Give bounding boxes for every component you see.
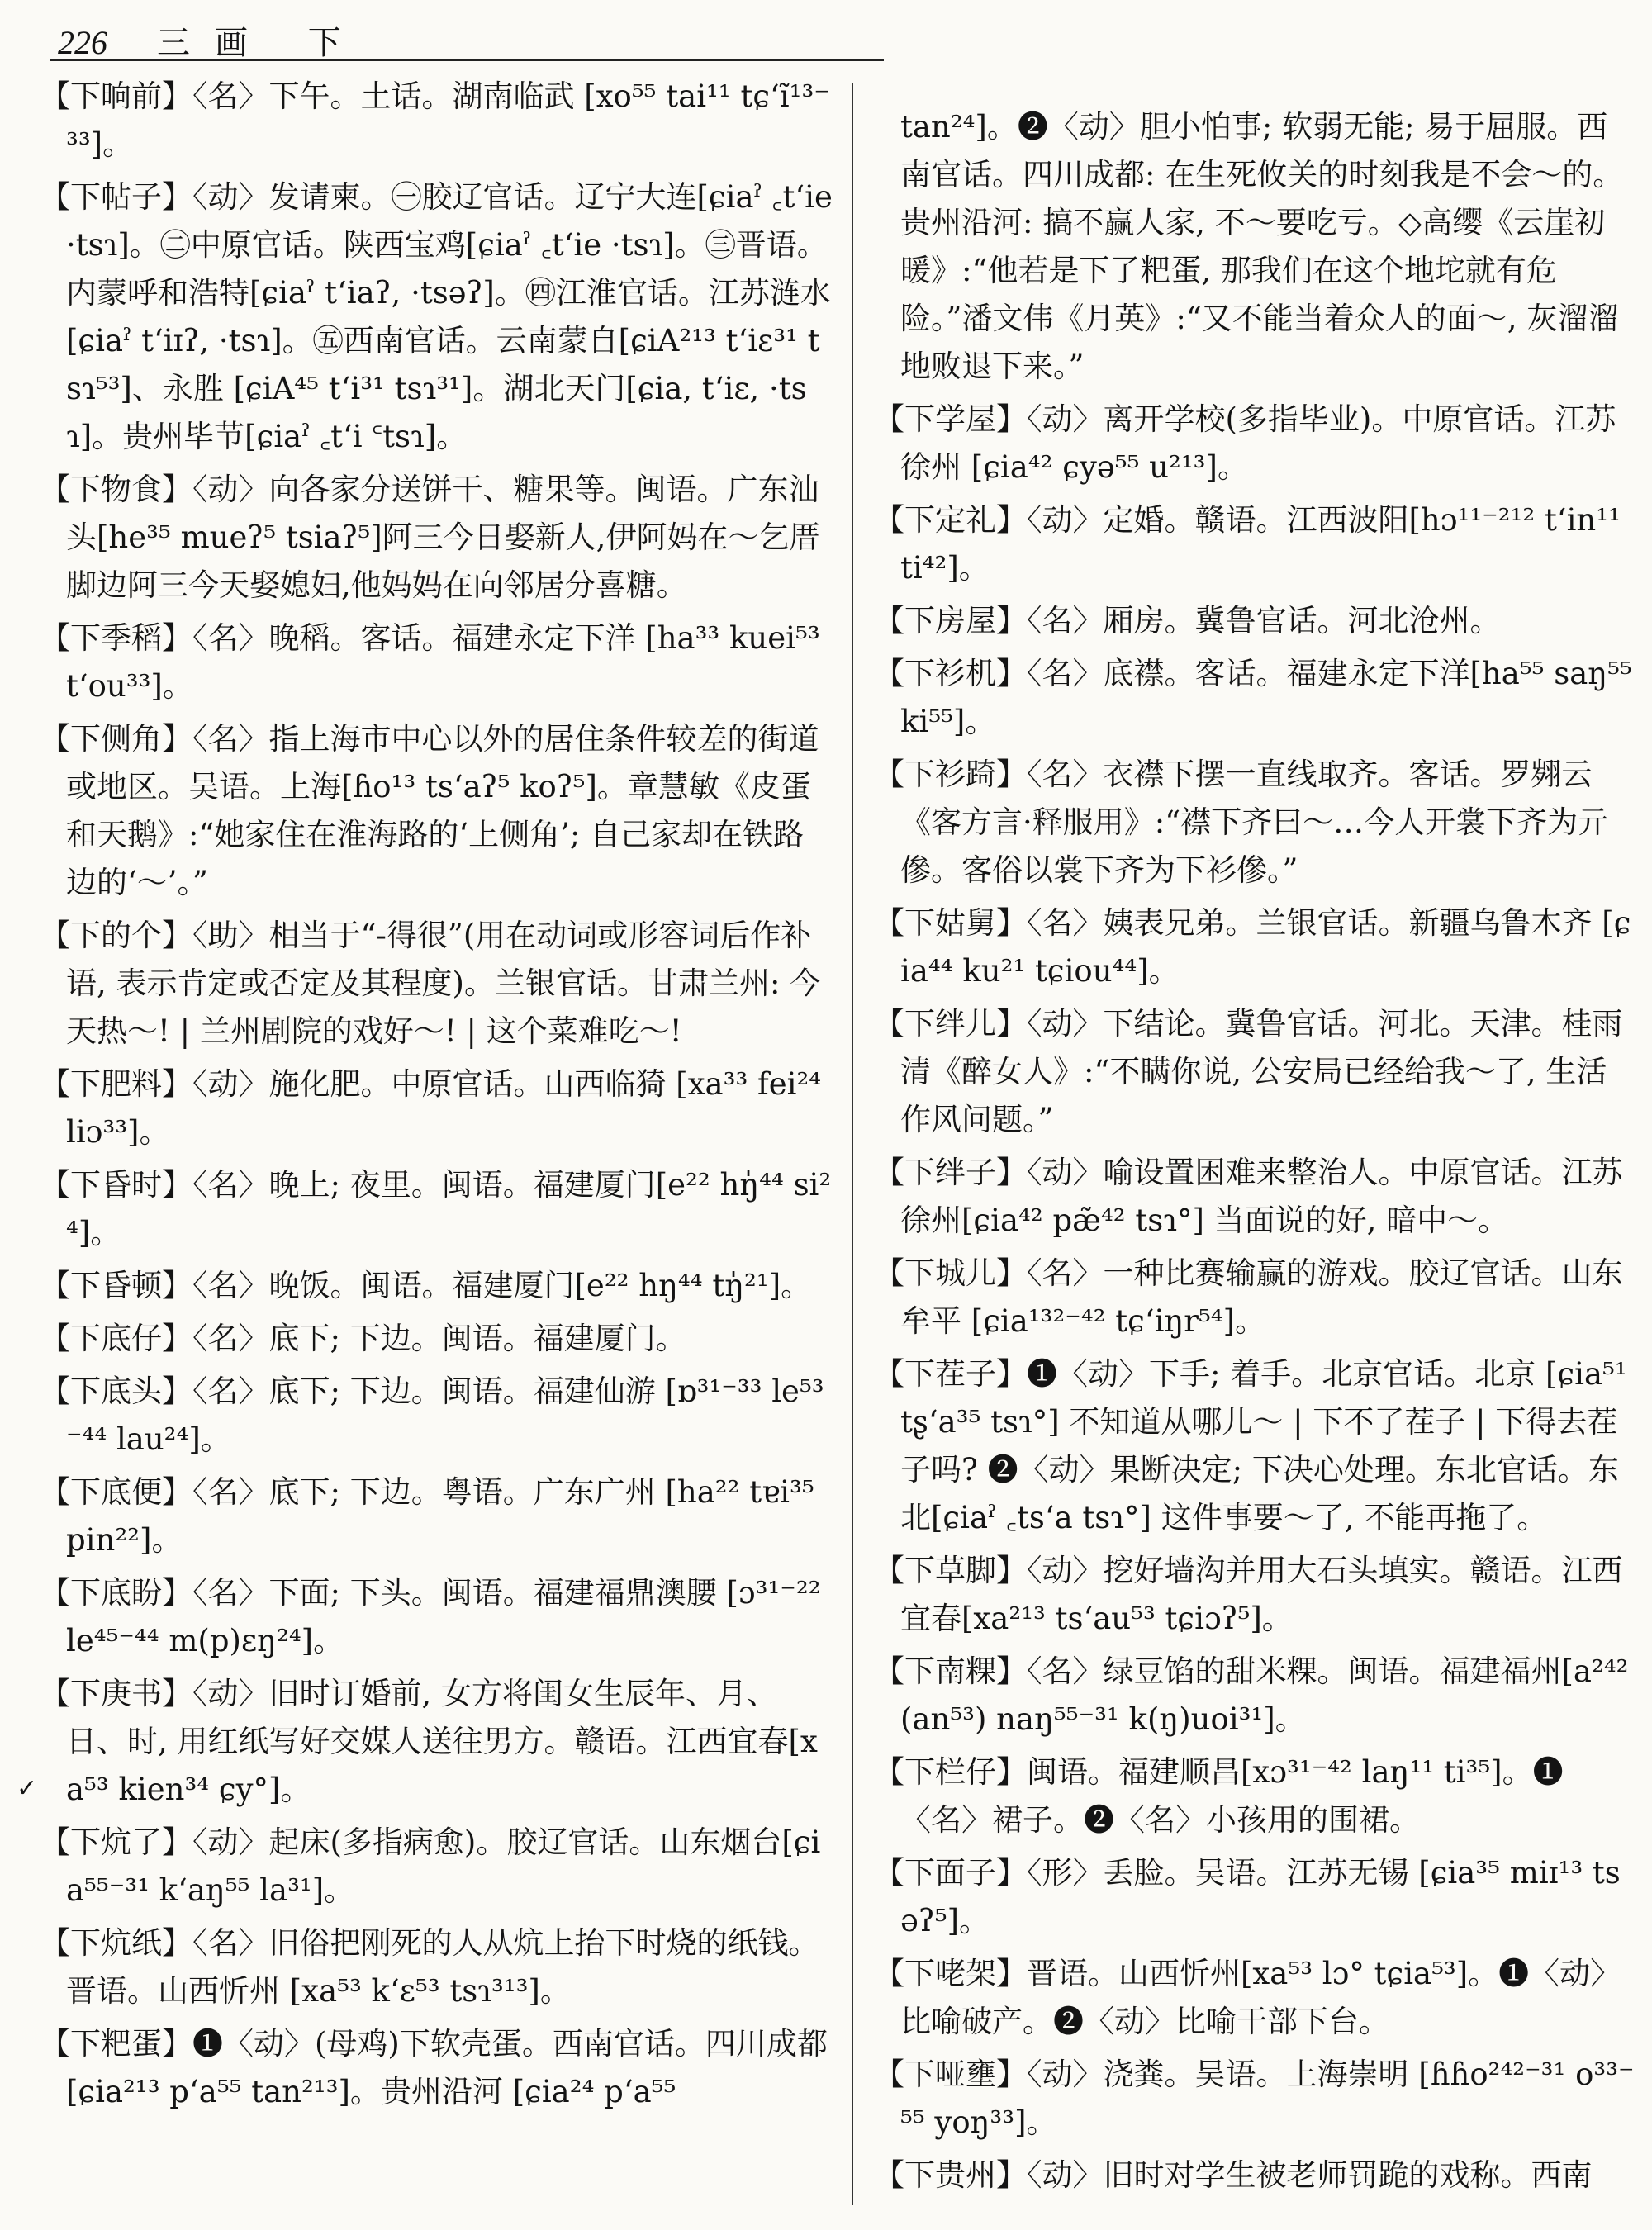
dictionary-entry: 【下面子】〈形〉丢脸。吴语。江苏无锡 [ɕia³⁵ miɪ¹³ tsəʔ⁵]。: [874, 1855, 1621, 1938]
entry-continuation: tan²⁴]。❷〈动〉胆小怕事; 软弱无能; 易于屈服。西南官话。四川成都: 在生死攸关的时刻我是不会～的。贵州沿河: 搞不赢人家, 不～要吃亏。◇高缨《云崖初暖》:“他若是下了粑蛋, 那我们在这个地坨就有危险。”潘文伟《月英》:“又不能当着众人的面～, 灰溜溜地败退下来。”: [900, 109, 1624, 384]
dictionary-entry: 【下炕了】〈动〉起床(多指病愈)。胶辽官话。山东烟台[ɕia⁵⁵⁻³¹ kʻaŋ⁵⁵ la³¹]。: [40, 1824, 821, 1908]
right-column: [874, 73, 1635, 2204]
dictionary-entry: 【下衫踦】〈名〉衣襟下摆一直线取齐。客话。罗翙云《客方言·释服用》:“襟下齐曰～…今人开裳下齐为亓傪。客俗以裳下齐为下衫傪。”: [874, 757, 1609, 888]
dictionary-entry: 【下底仔】〈名〉底下; 下边。闽语。福建厦门。: [40, 1321, 686, 1356]
dictionary-entry: 【下南粿】〈名〉绿豆馅的甜米粿。闽语。福建福州[a²⁴² (an⁵³) naŋ⁵⁵⁻³¹ k(ŋ)uoi³¹]。: [874, 1654, 1629, 1737]
dictionary-entry: 【下底盼】〈名〉下面; 下头。闽语。福建福鼎澳腰 [ɔ³¹⁻²² le⁴⁵⁻⁴⁴ m(p)ɛŋ²⁴]。: [40, 1575, 821, 1658]
column-divider: [852, 83, 853, 2205]
header-rule: [50, 59, 884, 61]
dictionary-entry: 【下绊儿】〈动〉下结论。冀鲁官话。河北。天津。桂雨清《醉女人》:“不瞒你说, 公安局已经给我～了, 生活作风问题。”: [874, 1006, 1623, 1137]
dictionary-entry: 【下昏时】〈名〉晚上; 夜里。闽语。福建厦门[e²² hŋ̍⁴⁴ si²⁴]。: [40, 1167, 832, 1250]
dictionary-entry: 【下姑舅】〈名〉姨表兄弟。兰银官话。新疆乌鲁木齐 [ɕia⁴⁴ ku²¹ tɕiou⁴⁴]。: [874, 905, 1631, 989]
page-number: 226: [58, 24, 107, 61]
dictionary-entry: 【下的个】〈助〉相当于“-得很”(用在动词或形容词后作补语, 表示肯定或否定及其程度)。兰银官话。甘肃兰州: 今天热～! | 兰州剧院的戏好～! | 这个菜难吃～!: [40, 918, 821, 1049]
dictionary-entry: 【下帖子】〈动〉发请柬。㊀胶辽官话。辽宁大连[ɕiaˀ ꜀tʻie ·tsɿ]。㊁中原官话。陕西宝鸡[ɕiaˀ ꜀tʻie ·tsɿ]。㊂晋语。内蒙呼和浩特[ɕiaˀ tʻiaʔ, ·tsəʔ]。㊃江淮官话。江苏涟水[ɕiaˀ tʻiɪʔ, ·tsɿ]。㊄西南官话。云南蒙自[ɕiA²¹³ tʻiɛ³¹ tsɿ⁵³]、永胜 [ɕiA⁴⁵ tʻi³¹ tsɿ³¹]。湖北天门[ɕia, tʻiɛ, ·tsɿ]。贵州毕节[ɕiaˀ ꜀tʻi ꜂tsɿ]。: [40, 179, 833, 454]
dictionary-entry: 【下衫机】〈名〉底襟。客话。福建永定下洋[ha⁵⁵ saŋ⁵⁵ ki⁵⁵]。: [874, 656, 1632, 739]
dictionary-entry: 【下草脚】〈动〉挖好墙沟并用大石头填实。赣语。江西宜春[xa²¹³ tsʻau⁵³ tɕiɔʔ⁵]。: [874, 1553, 1623, 1636]
dictionary-entry: 【下肥料】〈动〉施化肥。中原官话。山西临猗 [xa³³ fei²⁴ liɔ³³]。: [40, 1066, 822, 1150]
dictionary-entry: 【下粑蛋】❶〈动〉(母鸡)下软壳蛋。西南官话。四川成都 [ɕia²¹³ pʻa⁵⁵ tan²¹³]。贵州沿河 [ɕia²⁴ pʻa⁵⁵: [40, 2026, 828, 2109]
margin-mark: ✓: [17, 1774, 38, 1803]
dictionary-entry: 【下庚书】〈动〉旧时订婚前, 女方将闺女生辰年、月、日、时, 用红纸写好交媒人送往男方。赣语。江西宜春[xa⁵³ kien³⁴ ɕy°]。: [40, 1676, 818, 1807]
dictionary-entry: 【下炕纸】〈名〉旧俗把刚死的人从炕上抬下时烧的纸钱。晋语。山西忻州 [xa⁵³ kʻɛ⁵³ tsɿ³¹³]。: [40, 1925, 819, 2009]
dictionary-entry: 【下晌前】〈名〉下午。土话。湖南临武 [xo⁵⁵ tai¹¹ tɕʻĩ¹³⁻³³]。: [40, 78, 830, 162]
page-header: [58, 17, 366, 66]
dictionary-entry: 【下底头】〈名〉底下; 下边。闽语。福建仙游 [ɒ³¹⁻³³ le⁵³⁻⁴⁴ lau²⁴]。: [40, 1374, 824, 1457]
dictionary-entry: 【下物食】〈动〉向各家分送饼干、糖果等。闽语。广东汕头[he³⁵ mueʔ⁵ tsiaʔ⁵]阿三今日娶新人,伊阿妈在～乞厝脚边阿三今天娶媳妇,他妈妈在向邻居分喜糖。: [40, 472, 820, 603]
dictionary-entry: 【下茬子】❶〈动〉下手; 着手。北京官话。北京 [ɕia⁵¹ tʂʻa³⁵ tsɿ°] 不知道从哪儿～ | 下不了茬子 | 下得去茬子吗? ❷〈动〉果断决定; 下决心处理。东北官话。东北[ɕiaˀ ꜀tsʻa tsɿ°] 这件事要～了, 不能再拖了。: [874, 1356, 1627, 1535]
dictionary-entry: 【下侧角】〈名〉指上海市中心以外的居住条件较差的街道或地区。吴语。上海[ɦo¹³ tsʻaʔ⁵ koʔ⁵]。章慧敏《皮蛋和天鹅》:“她家住在淮海路的‘上侧角’; 自己家却在铁路边的‘～’。”: [40, 721, 819, 900]
left-column: [40, 73, 834, 2121]
dictionary-entry: 【下季稻】〈名〉晚稻。客话。福建永定下洋 [ha³³ kuei⁵³ tʻou³³]。: [40, 620, 820, 704]
dictionary-entry: 【下底便】〈名〉底下; 下边。粤语。广东广州 [ha²² tɐi³⁵ pin²²]。: [40, 1474, 814, 1558]
dictionary-entry: 【下定礼】〈动〉定婚。赣语。江西波阳[hɔ¹¹⁻²¹² tʻin¹¹ ti⁴²]。: [874, 502, 1621, 586]
dictionary-entry: 【下哑壅】〈动〉浇粪。吴语。上海崇明 [ɦɦo²⁴²⁻³¹ o³³⁻⁵⁵ yoŋ³³]。: [874, 2057, 1635, 2140]
dictionary-entry: 【下学屋】〈动〉离开学校(多指毕业)。中原官话。江苏徐州 [ɕia⁴² ɕyə⁵⁵ u²¹³]。: [874, 401, 1616, 485]
dictionary-entry: 【下栏仔】闽语。福建顺昌[xɔ³¹⁻⁴² laŋ¹¹ ti³⁵]。❶〈名〉裙子。❷〈名〉小孩用的围裙。: [874, 1754, 1564, 1838]
dictionary-entry: 【下贵州】〈动〉旧时对学生被老师罚跪的戏称。西南: [874, 2157, 1593, 2193]
dictionary-entry: 【下城儿】〈名〉一种比赛输赢的游戏。胶辽官话。山东牟平 [ɕia¹³²⁻⁴² tɕʻiŋr⁵⁴]。: [874, 1255, 1623, 1339]
dictionary-entry: 【下绊子】〈动〉喻设置困难来整治人。中原官话。江苏徐州[ɕia⁴² pæ̃⁴² tsɿ°] 当面说的好, 暗中～。: [874, 1155, 1623, 1238]
running-head: 三画 下: [157, 24, 366, 62]
dictionary-entry: 【下房屋】〈名〉厢房。冀鲁官话。河北沧州。: [874, 603, 1501, 638]
dictionary-entry: 【下咾架】晋语。山西忻州[xa⁵³ lɔ° tɕia⁵³]。❶〈动〉比喻破产。❷〈动〉比喻干部下台。: [874, 1956, 1621, 2039]
dictionary-entry: 【下昏顿】〈名〉晚饭。闽语。福建厦门[e²² hŋ⁴⁴ tŋ̍²¹]。: [40, 1268, 812, 1303]
